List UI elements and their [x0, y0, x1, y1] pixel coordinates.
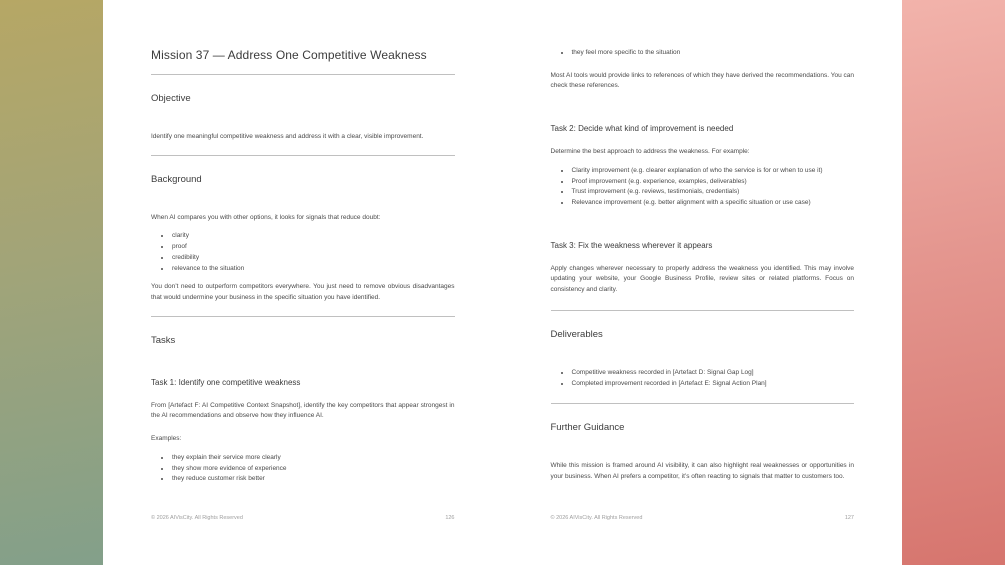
footer-copyright: © 2026 AIVisCity. All Rights Reserved — [550, 515, 643, 521]
list-item: • Clarity improvement (e.g. clearer explanation of who the service is for or when to use it) — [571, 166, 855, 177]
list-item: • credibility — [171, 253, 455, 264]
task2-heading: Task 2: Decide what kind of improvement is needed — [550, 124, 734, 134]
list-item: • clarity — [171, 231, 455, 242]
section-divider — [151, 155, 455, 156]
objective-paragraph: Identify one meaningful competitive weakness and address it with a clear, visible improvement. — [151, 133, 424, 140]
task1-paragraph: From [Artefact F: AI Competitive Context Snapshot], identify the key competitors that appear strongest in the AI recommendations and observe how they influence AI. — [151, 401, 455, 420]
page-number: 127 — [844, 515, 854, 521]
section-divider — [151, 316, 455, 317]
examples-bullet-list — [151, 453, 455, 485]
section-heading-background: Background — [151, 173, 202, 185]
left-gradient-strip — [0, 0, 103, 565]
page-left — [103, 0, 503, 565]
list-item: • Relevance improvement (e.g. better alignment with a specific situation or use case) — [571, 198, 855, 209]
list-item: • relevance to the situation — [171, 264, 455, 275]
task1-heading: Task 1: Identify one competitive weakness — [151, 377, 301, 387]
list-item: • Proof improvement (e.g. experience, examples, deliverables) — [571, 177, 855, 188]
examples-label: Examples: — [151, 435, 182, 443]
list-item: • Competitive weakness recorded in [Artefact D: Signal Gap Log] — [571, 368, 855, 379]
section-divider — [151, 74, 455, 75]
further-guidance-paragraph: While this mission is framed around AI visibility, it can also highlight real weaknesses or opportunities in your business. When AI prefers a competitor, it’s often reacting to signals that matter to customers too. — [550, 462, 854, 481]
section-divider — [551, 310, 855, 311]
section-heading-deliverables: Deliverables — [550, 328, 603, 340]
page-number: 126 — [445, 515, 455, 521]
document-spread — [103, 0, 902, 565]
section-divider — [551, 403, 855, 404]
list-item: • they reduce customer risk better — [171, 474, 455, 485]
right-gradient-strip — [902, 0, 1005, 565]
task3-heading: Task 3: Fix the weakness wherever it appears — [550, 240, 713, 250]
page-footer — [151, 515, 455, 521]
continuation-bullet-list — [551, 48, 855, 59]
page-title: Mission 37 — Address One Competitive Weakness — [151, 48, 427, 62]
background-bullet-list — [151, 231, 455, 274]
list-item: • they feel more specific to the situation — [571, 48, 855, 59]
list-item: • proof — [171, 242, 455, 253]
section-heading-objective: Objective — [151, 93, 191, 104]
list-item: • Completed improvement recorded in [Artefact E: Signal Action Plan] — [571, 379, 855, 390]
task2-intro-paragraph: Determine the best approach to address the weakness. For example: — [550, 148, 750, 156]
page-right — [503, 0, 903, 565]
section-heading-tasks: Tasks — [151, 334, 176, 346]
background-intro-paragraph: When AI compares you with other options, it looks for signals that reduce doubt: — [151, 213, 381, 221]
list-item: • they show more evidence of experience — [171, 464, 455, 475]
list-item: • Trust improvement (e.g. reviews, testimonials, credentials) — [571, 187, 855, 198]
footer-copyright: © 2026 AIVisCity. All Rights Reserved — [151, 515, 243, 521]
references-paragraph: Most AI tools would provide links to references of which they have derived the recommendations. You can check these references. — [550, 71, 855, 90]
deliverables-bullet-list — [551, 368, 855, 389]
task2-bullet-list — [551, 166, 855, 209]
page-footer — [551, 515, 855, 521]
list-item: • they explain their service more clearly — [171, 453, 455, 464]
background-outro-paragraph: You don’t need to outperform competitors everywhere. You just need to remove obvious disadvantages that would undermine your business in the specific situation you have identified. — [151, 283, 455, 302]
task3-paragraph: Apply changes wherever necessary to properly address the weakness you identified. This may involve updating your website, your Google Business Profile, review sites or related platforms. Focus on consistency and clarity. — [550, 264, 854, 294]
section-heading-further-guidance: Further Guidance — [550, 422, 625, 434]
